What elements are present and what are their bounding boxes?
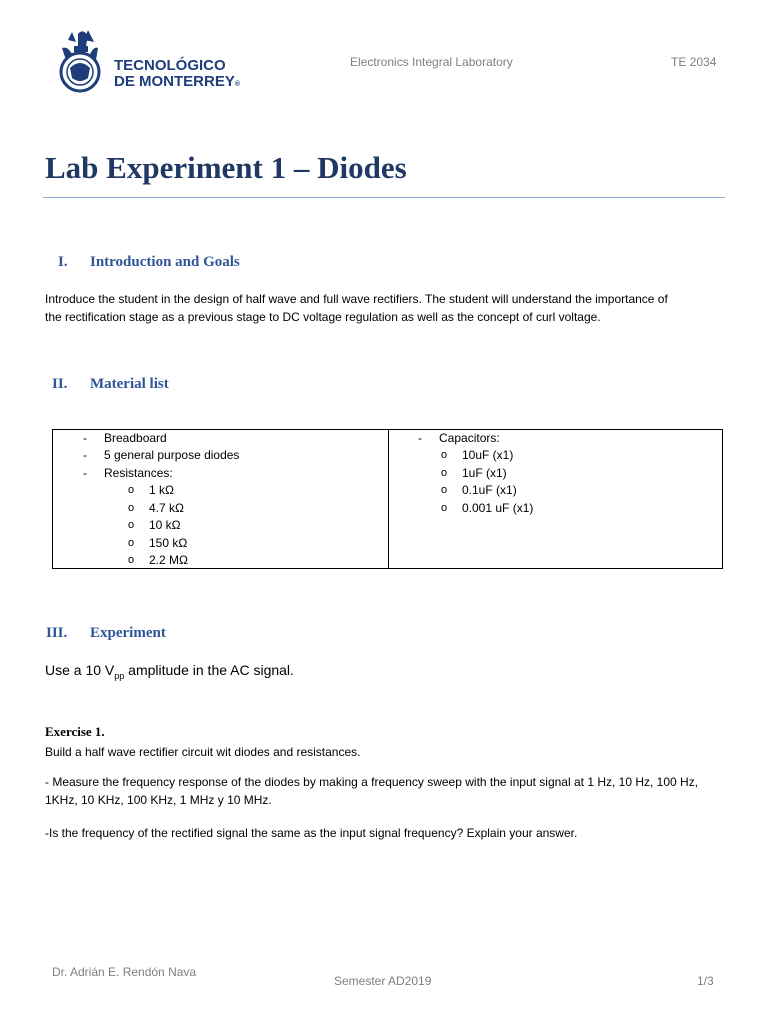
list-bullet: o [128, 502, 135, 514]
tec-de-monterrey-seal-icon [58, 28, 108, 98]
intro-line-1: Introduce the student in the design of half wave and full wave rectifiers. The student will understand the importance of [45, 292, 668, 306]
institution-logo [58, 28, 248, 100]
list-dash: - [83, 448, 87, 462]
intro-paragraph [45, 290, 735, 326]
section-title-experiment: Experiment [90, 625, 166, 641]
material-item-diodes: 5 general purpose diodes [104, 448, 240, 462]
amplitude-text-post: amplitude in the AC signal. [124, 662, 294, 678]
logo-line1: TECNOLÓGICO [114, 57, 226, 74]
list-dash: - [418, 431, 422, 445]
list-bullet: o [128, 537, 135, 549]
list-bullet: o [441, 484, 448, 496]
footer-page-number: 1/3 [697, 974, 714, 988]
exercise-instruction: Build a half wave rectifier circuit wit diodes and resistances. [45, 745, 361, 759]
exercise-question: -Is the frequency of the rectified signal the same as the input signal frequency? Explain your answer. [45, 826, 578, 840]
capacitor-value: 1uF (x1) [462, 466, 507, 480]
course-name: Electronics Integral Laboratory [350, 55, 513, 69]
exercise-title: Exercise 1. [45, 724, 105, 739]
resistor-value: 4.7 kΩ [149, 501, 184, 515]
list-dash: - [83, 431, 87, 445]
section-number-experiment: III. [46, 625, 68, 641]
footer-semester: Semester AD2019 [334, 974, 432, 988]
amplitude-statement [45, 662, 294, 681]
capacitor-value: 10uF (x1) [462, 448, 514, 462]
list-bullet: o [128, 554, 135, 566]
list-bullet: o [441, 449, 448, 461]
list-bullet: o [441, 467, 448, 479]
intro-line-2: the rectification stage as a previous stage to DC voltage regulation as well as the concept of curl voltage. [45, 310, 601, 324]
material-item-capacitors: Capacitors: [439, 431, 500, 445]
list-bullet: o [128, 484, 135, 496]
resistor-value: 1 kΩ [149, 483, 174, 497]
logo-line2: DE MONTERREY [114, 73, 235, 90]
exercise-frequency-task [45, 773, 698, 809]
material-list-table [52, 429, 723, 569]
section-title-materials: Material list [90, 376, 169, 392]
course-code: TE 2034 [671, 55, 717, 69]
resistor-value: 150 kΩ [149, 536, 188, 550]
document-title: Lab Experiment 1 – Diodes [45, 150, 407, 185]
resistor-value: 2.2 MΩ [149, 553, 188, 567]
list-dash: - [83, 466, 87, 480]
material-item-breadboard: Breadboard [104, 431, 167, 445]
table-column-divider [388, 430, 389, 568]
material-item-resistances: Resistances: [104, 466, 173, 480]
list-bullet: o [441, 502, 448, 514]
exercise-frequency-line-1: - Measure the frequency response of the diodes by making a frequency sweep with the input signal at 1 Hz, 10 Hz, 100 Hz, [45, 775, 699, 789]
section-number-materials: II. [52, 376, 68, 392]
title-underline [43, 197, 725, 198]
logo-registered: ® [234, 81, 241, 88]
section-title-intro: Introduction and Goals [90, 254, 240, 270]
amplitude-subscript: pp [114, 670, 125, 681]
list-bullet: o [128, 519, 135, 531]
capacitor-value: 0.1uF (x1) [462, 483, 517, 497]
resistor-value: 10 kΩ [149, 518, 181, 532]
exercise-frequency-line-2: 1KHz, 10 KHz, 100 KHz, 1 MHz y 10 MHz. [45, 793, 272, 807]
section-number-intro: I. [58, 254, 68, 270]
capacitor-value: 0.001 uF (x1) [462, 501, 534, 515]
footer-author: Dr. Adrián E. Rendón Nava [52, 965, 197, 979]
amplitude-text-pre: Use a 10 V [45, 662, 115, 678]
